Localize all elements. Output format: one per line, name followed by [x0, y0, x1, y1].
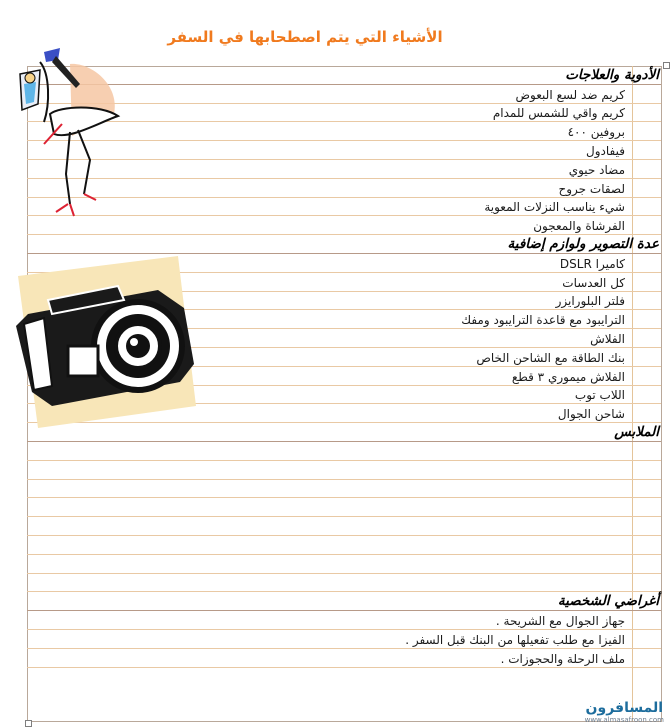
list-item: [27, 480, 661, 499]
list-item-label: شيء يناسب النزلات المعوية: [484, 200, 625, 215]
list-item-label: ملف الرحلة والحجوزات .: [500, 651, 625, 666]
list-item-label: لصقات جروح: [558, 181, 625, 196]
corner-marker: [25, 720, 32, 727]
list-item-label: مضاد حيوي: [568, 162, 625, 177]
section-heading-label: الأدوية والعلاجات: [565, 66, 659, 83]
list-item-label: الترايبود مع قاعدة الترايبود ومفك: [461, 313, 625, 328]
list-item: [27, 555, 661, 574]
stork-icon: [10, 44, 125, 222]
list-item: [27, 517, 661, 536]
section-heading: [27, 592, 661, 611]
list-item-label: كل العدسات: [562, 275, 625, 290]
logo-subtitle: www.almasafroon.com: [584, 716, 664, 724]
list-item-label: الفلاش: [590, 331, 625, 346]
corner-marker: [663, 62, 670, 69]
logo-text: المسافرون: [585, 700, 664, 716]
list-item: [27, 649, 661, 668]
list-item-label: الفيزا مع طلب تفعيلها من البنك قبل السفر .: [405, 632, 625, 647]
list-item-label: الفلاش ميموري ٣ قطع: [511, 369, 625, 384]
site-logo: [585, 700, 664, 724]
section-heading-label: الملابس: [614, 423, 659, 440]
list-item-label: بنك الطاقة مع الشاحن الخاص: [476, 350, 625, 365]
section-heading-label: أغراضي الشخصية: [557, 593, 659, 610]
list-item-label: الفرشاة والمعجون: [533, 219, 625, 234]
list-item: [27, 536, 661, 555]
list-item: [27, 498, 661, 517]
section-heading-label: عدة التصوير ولوازم إضافية: [507, 235, 659, 252]
page-title: الأشياء التي يتم اصطحابها في السفر: [167, 28, 443, 46]
section-heading: [27, 235, 661, 254]
camera-icon: [8, 256, 198, 428]
list-item-label: كاميرا DSLR: [559, 256, 625, 271]
list-item-label: فلتر البلورايزر: [555, 294, 625, 309]
list-item-label: شاحن الجوال: [557, 407, 625, 422]
list-item-label: كريم ضد لسع البعوض: [515, 87, 625, 102]
list-item-label: اللاب توب: [574, 388, 625, 403]
list-item-label: جهاز الجوال مع الشريحة .: [495, 613, 625, 628]
list-item-label: بروفين ٤٠٠: [567, 125, 625, 140]
list-item-label: فيفادول: [586, 143, 625, 158]
list-item: [27, 630, 661, 649]
list-item: [27, 461, 661, 480]
list-item: [27, 574, 661, 593]
list-item: [27, 611, 661, 630]
list-item: [27, 442, 661, 461]
list-item-label: كريم واقي للشمس للمدام: [492, 106, 625, 121]
